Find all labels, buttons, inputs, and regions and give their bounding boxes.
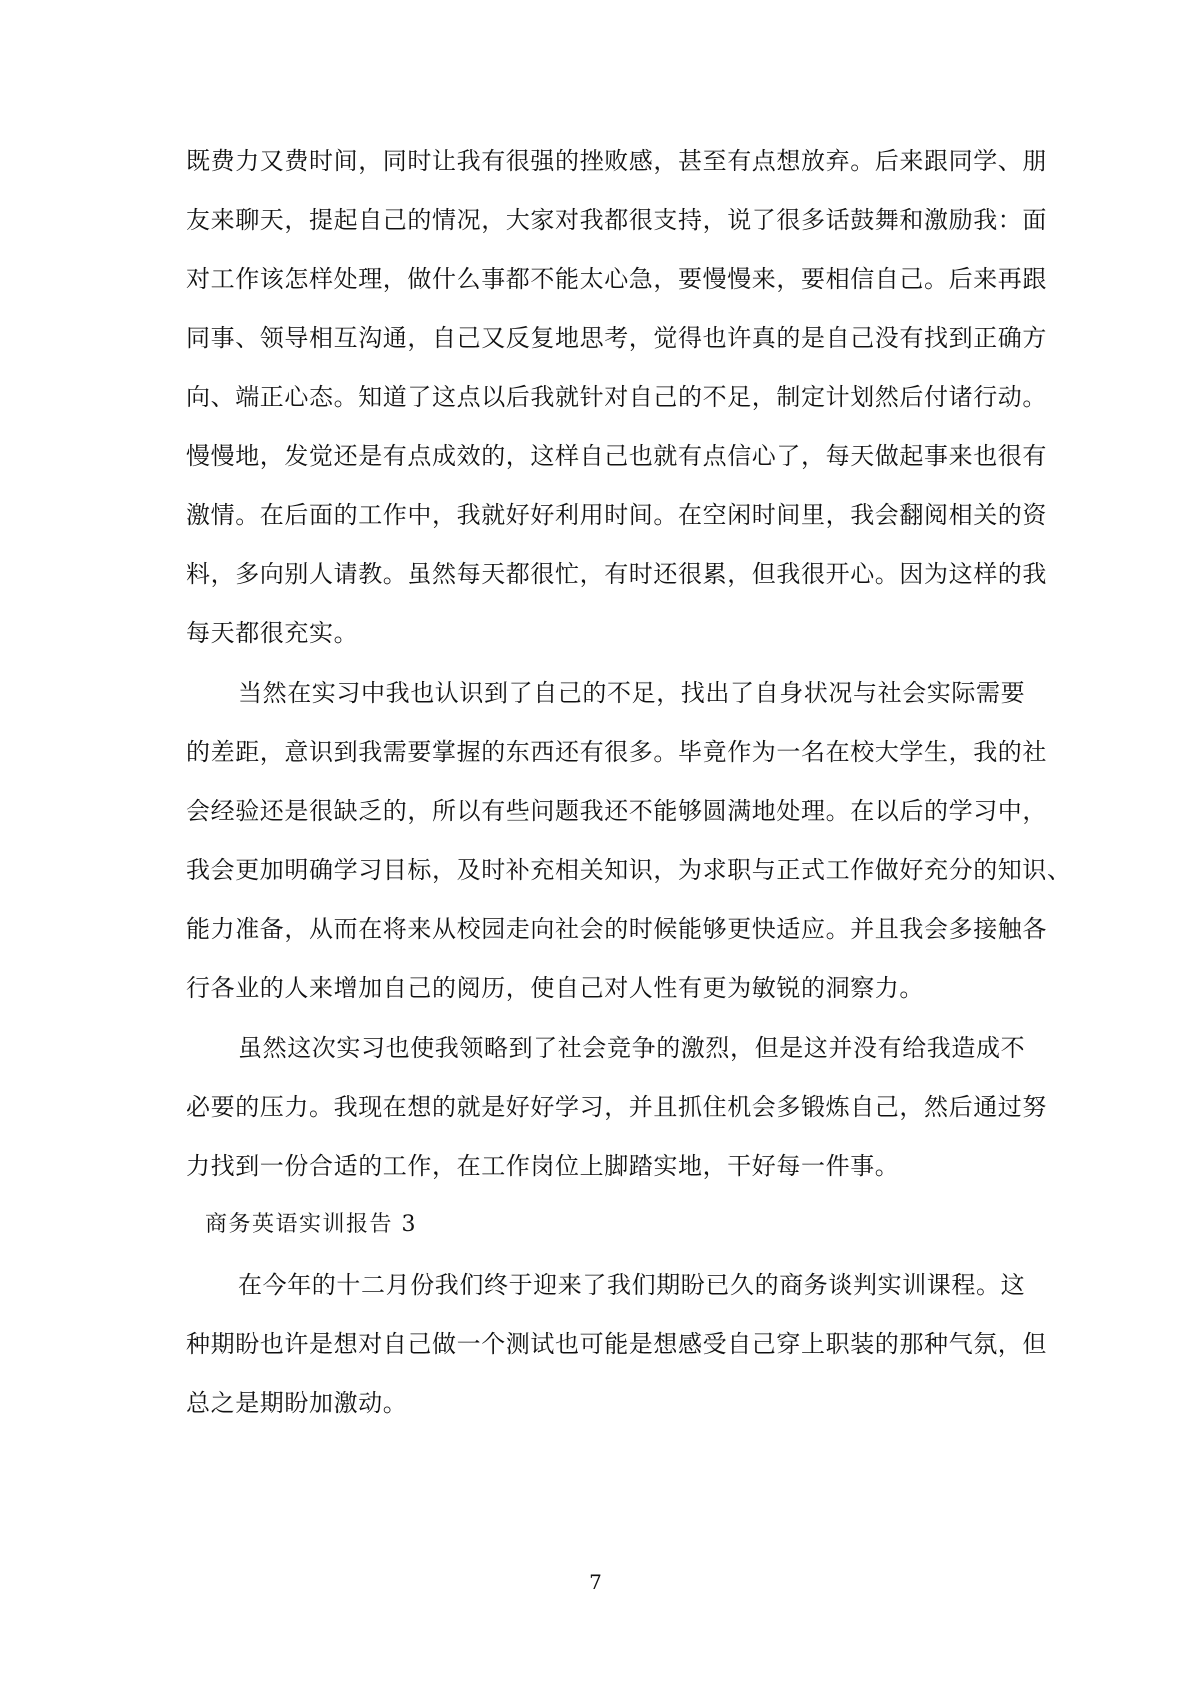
paragraph-4-line-3: 总之是期盼加激动。 — [186, 1389, 408, 1417]
paragraph-2-line-6: 行各业的人来增加自己的阅历，使自己对人性有更为敏锐的洞察力。 — [186, 974, 924, 1002]
paragraph-3-line-1: 虽然这次实习也使我领略到了社会竞争的激烈，但是这并没有给我造成不 — [238, 1034, 1026, 1062]
paragraph-1-line-4: 同事、领导相互沟通，自己又反复地思考，觉得也许真的是自己没有找到正确方 — [186, 324, 1047, 352]
paragraph-2-line-1: 当然在实习中我也认识到了自己的不足，找出了自身状况与社会实际需要 — [238, 679, 1026, 707]
paragraph-2-line-3: 会经验还是很缺乏的，所以有些问题我还不能够圆满地处理。在以后的学习中， — [186, 797, 1047, 825]
section-heading: 商务英语实训报告 3 — [205, 1212, 417, 1237]
page-number: 7 — [589, 1570, 602, 1594]
paragraph-2-line-5: 能力准备，从而在将来从校园走向社会的时候能够更快适应。并且我会多接触各 — [186, 915, 1047, 943]
paragraph-1-line-9: 每天都很充实。 — [186, 619, 359, 647]
paragraph-3-line-3: 力找到一份合适的工作，在工作岗位上脚踏实地，干好每一件事。 — [186, 1152, 900, 1180]
paragraph-4-line-1: 在今年的十二月份我们终于迎来了我们期盼已久的商务谈判实训课程。这 — [238, 1271, 1026, 1299]
paragraph-2-line-4: 我会更加明确学习目标，及时补充相关知识，为求职与正式工作做好充分的知识、 — [186, 856, 1072, 884]
paragraph-3-line-2: 必要的压力。我现在想的就是好好学习，并且抓住机会多锻炼自己，然后通过努 — [186, 1093, 1047, 1121]
paragraph-1-line-1: 既费力又费时间，同时让我有很强的挫败感，甚至有点想放弃。后来跟同学、朋 — [186, 147, 1047, 175]
paragraph-1-line-7: 激情。在后面的工作中，我就好好利用时间。在空闲时间里，我会翻阅相关的资 — [186, 501, 1047, 529]
paragraph-1-line-5: 向、端正心态。知道了这点以后我就针对自己的不足，制定计划然后付诸行动。 — [186, 383, 1047, 411]
paragraph-1-line-3: 对工作该怎样处理，做什么事都不能太心急，要慢慢来，要相信自己。后来再跟 — [186, 265, 1047, 293]
paragraph-1-line-8: 料，多向别人请教。虽然每天都很忙，有时还很累，但我很开心。因为这样的我 — [186, 560, 1047, 588]
paragraph-2-line-2: 的差距，意识到我需要掌握的东西还有很多。毕竟作为一名在校大学生，我的社 — [186, 738, 1047, 766]
paragraph-1-line-2: 友来聊天，提起自己的情况，大家对我都很支持，说了很多话鼓舞和激励我：面 — [186, 206, 1047, 234]
paragraph-1-line-6: 慢慢地，发觉还是有点成效的，这样自己也就有点信心了，每天做起事来也很有 — [186, 442, 1047, 470]
paragraph-4-line-2: 种期盼也许是想对自己做一个测试也可能是想感受自己穿上职装的那种气氛，但 — [186, 1330, 1047, 1358]
